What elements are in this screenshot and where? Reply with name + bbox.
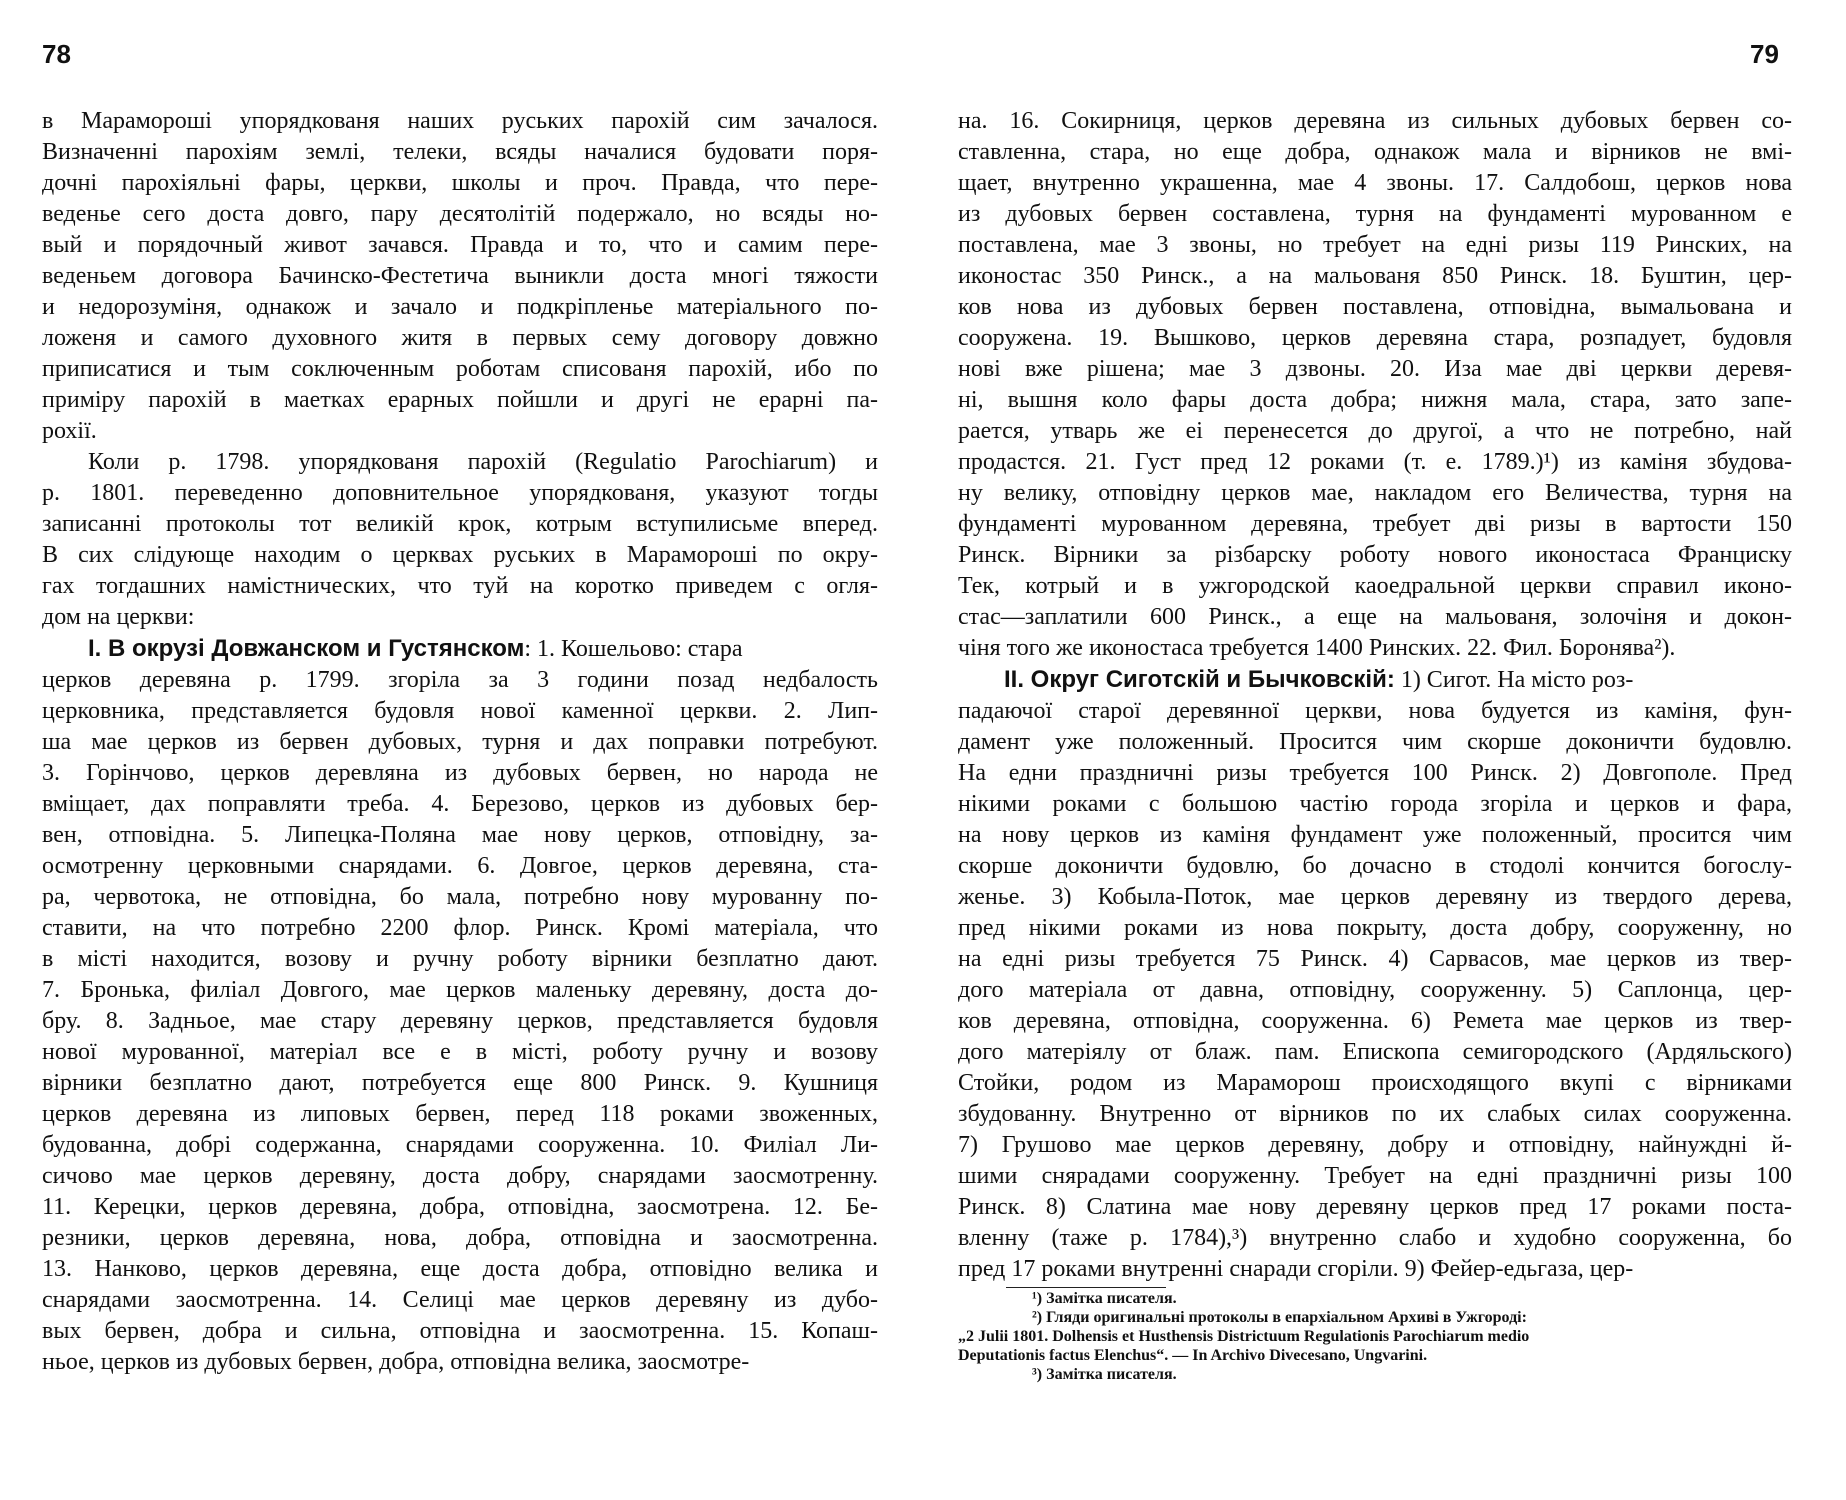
text-line: чіня того же иконостаса требуется 1400 Ринских. 22. Фил. Боронява²). [958,635,1676,661]
text-line: фундаменті мурованном деревяна, требует дві ризы в вартости 150 [958,511,1792,537]
text-line: ков нова из дубовых бервен поставлена, отповідна, вымальована и [958,294,1792,320]
footnotes [958,1289,1792,1384]
text-line: ну велику, отповідну церков мае, накладом его Величества, турня на [958,480,1792,506]
text-line: 13. Нанково, церков деревяна, еще доста добра, отповідно велика и [42,1256,878,1282]
text-line: Ринск. 8) Слатина мае нову деревяну церков пред 17 роками поста- [958,1194,1792,1220]
footnote-1: ¹) Замітка писателя. [1032,1290,1177,1307]
text-line: Тек, котрый и в ужгородской каоедральной церкви справил иконо- [958,573,1792,599]
text-line: приміру парохій в маетках ерарных пойшли и другі не ерарні па- [42,387,878,413]
text-line: на. 16. Сокирниця, церков деревяна из сильных дубовых бервен со- [958,108,1792,134]
text-line: ставити, на что потребно 2200 флор. Ринск. Кромі матеріала, что [42,915,878,941]
text-line: вых бервен, добра и сильна, отповідна и заосмотренна. 15. Копаш- [42,1318,878,1344]
section-2-heading: II. Округ Сиготскій и Бычковскій: [1004,666,1395,693]
text-line: нікими роками с большою частію города згоріла и церков и фара, [958,791,1792,817]
text-line: дочні парохіяльні фары, церкви, школы и проч. Правда, что пере- [42,170,878,196]
text-line: Ринск. Вірники за різбарску роботу нового иконостаса Франциску [958,542,1792,568]
text-line: дого матеріала от давна, отповідну, сооруженну. 5) Саплонца, цер- [958,977,1792,1003]
text-line: записанні протоколы тот великій крок, котрым вступилисьме вперед. [42,511,878,537]
text-line: поставлена, мае 3 звоны, но требует на едні ризы 119 Ринских, на [958,232,1792,258]
paragraph-intro [42,106,878,447]
left-page-text [42,106,878,1378]
text-line: пред 17 роками внутренні снаради сгоріли. 9) Фейер-едьгаза, цер- [958,1256,1634,1282]
text-line: дом на церкви: [42,604,195,630]
footnote-2: ²) Гляди оригинальні протоколы в епархіальном Архиві в Ужгороді: [1032,1309,1527,1326]
text-line: церков деревяна из липовых бервен, перед 118 роками звоженных, [42,1101,878,1127]
section-1-first-line-text: : 1. Кошельово: стара [524,636,743,662]
text-line: Коли р. 1798. упорядкованя парохій (Regulatio Parochiarum) и [88,449,878,475]
text-line: рается, утварь же еі перенесется до другої, а что не потребно, най [958,418,1792,444]
text-line: На едни праздничні ризы требуется 100 Ринск. 2) Довгополе. Пред [958,760,1792,786]
text-line: сичово мае церков деревяну, доста добру, снарядами заосмотренну. [42,1163,878,1189]
text-line: веденье сего доста довго, пару десятолітій подержало, но всяды но- [42,201,878,227]
page-number-right: 79 [1750,39,1779,69]
text-line: бру. 8. Задньое, мае стару деревяну церков, представляется будовля [42,1008,878,1034]
page-number-left: 78 [42,39,71,69]
text-line: церковника, представляется будовля нової каменної церкви. 2. Лип- [42,698,878,724]
text-line: веденьем договора Бачинско-Фестетича выникли доста многі тяжости [42,263,878,289]
text-line: и недорозуміня, однакож и зачало и подкріпленье матеріального по- [42,294,878,320]
text-line: в місті находится, возову и ручну роботу вірники безплатно дают. [42,946,878,972]
text-line: ша мае церков из бервен дубовых, турня и дах поправки потребуют. [42,729,878,755]
text-line: 7) Грушово мае церков деревяну, добру и отповідну, найнуждні й- [958,1132,1792,1158]
text-line: приписатися и тым соключенным роботам списованя парохій, ибо по [42,356,878,382]
text-line: ков деревяна, отповідна, сооруженна. 6) Ремета мае церков из твер- [958,1008,1792,1034]
text-line: вен, отповідна. 5. Липецка-Поляна мае нову церков, отповідну, за- [42,822,878,848]
text-line: В сих слідующе находим о церквах руських в Марамороші по окру- [42,542,878,568]
text-line: скорше доконичти будовлю, бо дочасно в стодолі кончится богослу- [958,853,1792,879]
text-line: на нову церков из каміня фундамент уже положенный, просится чим [958,822,1792,848]
text-line: стас—заплатили 600 Ринск., а еще на мальованя, золочіня и докон- [958,604,1792,630]
text-line: вірники безплатно дают, потребуется еще 800 Ринск. 9. Кушниця [42,1070,878,1096]
section-1-heading: I. В окрузі Довжанском и Густянском [88,635,525,662]
text-line: дамент уже положенный. Просится чим скорше доконичти будовлю. [958,729,1792,755]
footnote-2-latin-2: Deputationis factus Elenchus“. — In Archivo Divecesano, Ungvarini. [958,1347,1428,1364]
text-line: ні, вышня коло фары доста добра; нижня мала, стара, зато запе- [958,387,1792,413]
footnote-3: ³) Замітка писателя. [1032,1366,1177,1383]
section-1-first-line [42,633,878,665]
footnote-2-latin-1: „2 Julii 1801. Dolhensis et Husthensis Districtuum Regulationis Parochiarum medio [958,1328,1530,1345]
text-line: ложеня и самого духовного житя в первых сему договору довжно [42,325,878,351]
paragraph-protocols [42,447,878,633]
text-line: будованна, добрі содержанна, снарядами сооруженна. 10. Филіал Ли- [42,1132,878,1158]
text-line: сооружена. 19. Вышково, церков деревяна стара, розпадует, будовля [958,325,1792,351]
text-line: резники, церков деревяна, нова, добра, отповідна и заосмотренна. [42,1225,878,1251]
text-line: женье. 3) Кобыла-Поток, мае церков деревяну из твердого дерева, [958,884,1792,910]
text-line: пред нікими роками из нова покрыту, доста добру, сооруженну, но [958,915,1792,941]
text-line: вый и порядочный живот зачався. Правда и то, что и самим пере- [42,232,878,258]
text-line: збудованну. Внутренно от вірников по их слабых силах сооруженна. [958,1101,1792,1127]
footnote-divider [1006,1287,1166,1288]
text-line: иконостас 350 Ринск., а на мальованя 850 Ринск. 18. Буштин, цер- [958,263,1792,289]
text-line: р. 1801. переведенно доповнительное упорядкованя, указуют тогды [42,480,878,506]
text-line: из дубовых бервен составлена, турня на фундаменті мурованном е [958,201,1792,227]
text-line: в Марамороші упорядкованя наших руських парохій сим зачалося. [42,108,878,134]
text-line: 7. Бронька, филіал Довгого, мае церков маленьку деревяну, доста до- [42,977,878,1003]
section-1 [42,633,878,1378]
text-line: падаючої старої деревянної церкви, нова будуется из каміня, фун- [958,698,1792,724]
text-line: ра, червотока, не отповідна, бо мала, потребно нову мурованну по- [42,884,878,910]
text-line: снарядами заосмотренна. 14. Селиці мае церков деревяну из дубо- [42,1287,878,1313]
text-line: осмотренну церковными снарядами. 6. Довгое, церков деревяна, ста- [42,853,878,879]
text-line: вміщает, дах поправляти треба. 4. Березово, церков из дубовых бер- [42,791,878,817]
text-line: ньое, церков из дубовых бервен, добра, отповідна велика, заосмотре- [42,1349,750,1375]
text-line: шими снярадами сооруженну. Требует на едні праздничні ризы 100 [958,1163,1792,1189]
section-2-first-line-text: 1) Сигот. На місто роз- [1394,667,1634,693]
text-line: церков деревяна р. 1799. згоріла за 3 години позад недбалость [42,667,878,693]
text-line: 11. Керецки, церков деревяна, добра, отповідна, заосмотрена. 12. Бе- [42,1194,878,1220]
text-line: щает, внутренно украшенна, мае 4 звоны. 17. Салдобош, церков нова [958,170,1792,196]
text-line: нові вже рішена; мае 3 дзвоны. 20. Иза мае дві церкви деревя- [958,356,1792,382]
section-2 [958,664,1792,1285]
right-page-text [958,106,1792,1384]
text-line: вленну (таже р. 1784),³) внутренно слабо и худобно сооруженна, бо [958,1225,1792,1251]
text-line: рохії. [42,418,97,444]
text-line: нової мурованної, матеріал все е в місті, роботу ручну и возову [42,1039,878,1065]
text-line: ставленна, стара, но еще добра, однакож мала и вірников не вмі- [958,139,1792,165]
text-line: гах тогдашних наміcтнических, что туй на коротко приведем с огля- [42,573,878,599]
text-line: продастся. 21. Густ пред 12 роками (т. е. 1789.)¹) из каміня збудова- [958,449,1792,475]
text-line: дого матеріялу от блаж. пам. Епископа семигородского (Ардяльского) [958,1039,1792,1065]
text-line: 3. Горінчово, церков деревляна из дубовых бервен, но народа не [42,760,878,786]
text-line: Визначенні парохіям землі, телеки, всяды началися будовати поря- [42,139,878,165]
section-2-first-line [958,664,1792,696]
text-line: на едні ризы требуется 75 Ринск. 4) Сарвасов, мае церков из твер- [958,946,1792,972]
paragraph-continued [958,106,1792,664]
text-line: Стойки, родом из Мараморош происходящого вкупі с вірниками [958,1070,1792,1096]
